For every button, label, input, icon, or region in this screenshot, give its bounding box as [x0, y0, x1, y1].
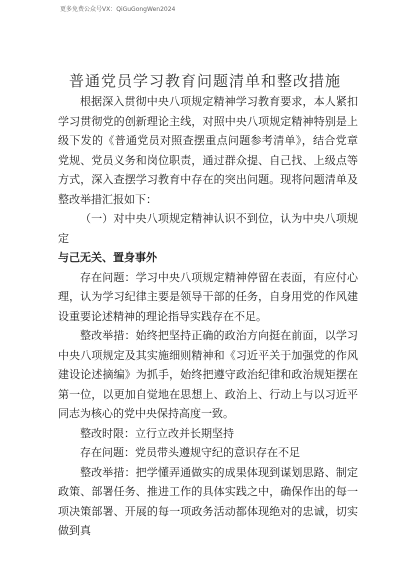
- document-title: 普通党员学习教育问题清单和整改措施: [68, 72, 341, 90]
- paragraph-measure-2: 整改举措：把学懂弄通做实的成果体现到谋划思路、制定政策、部署任务、推进工作的具体实践之中，确保作出的每一项决策部署、开展的每一项政务活动都体现绝对的忠诚，切实做到真: [58, 465, 358, 537]
- paragraph-problem-1: 存在问题：学习中央八项规定精神停留在表面，有应付心理，认为学习纪律主要是领导干部的任务，自身用党的作风建设重要论述精神的理论指导实践存在不足。: [58, 270, 358, 323]
- paragraph-problem-2: 存在问题：党员带头遵规守纪的意识存在不足: [80, 446, 300, 459]
- paragraph-deadline-1: 整改时限：立行立改并长期坚持: [80, 426, 234, 440]
- header-note: 更多免费公众号VX：QiGuGongWen2024: [60, 6, 176, 13]
- paragraph-measure-1: 整改举措：始终把坚持正确的政治方向挺在前面，以学习中央八项规定及其实施细则精神和《习近平关于加强党的作风建设论述摘编》为抓手，始终把遵守政治纪律和政治规矩摆在第一位，以更加自觉地在思想上、政治上、行动上与以习近平同志为核心的党中央保持高度一致。: [58, 329, 358, 420]
- document-body: [58, 92, 358, 541]
- section-heading: （一）对中央八项规定精神认识不到位，认为中央八项规定: [58, 212, 358, 245]
- paragraph-intro: 根据深入贯彻中央八项规定精神学习教育要求，本人紧扣学习贯彻党的创新理论主线，对照中央八项规定精神特别是上级下发的《普通党员对照查摆重点问题参考清单》，结合党章党规、党员义务和岗位职责，通过群众提、自己找、上级点等方式，深入查摆学习教育中存在的突出问题。现将问题清单及整改举措汇报如下：: [58, 95, 358, 206]
- section-heading-continued: 与己无关、置身事外: [58, 251, 157, 264]
